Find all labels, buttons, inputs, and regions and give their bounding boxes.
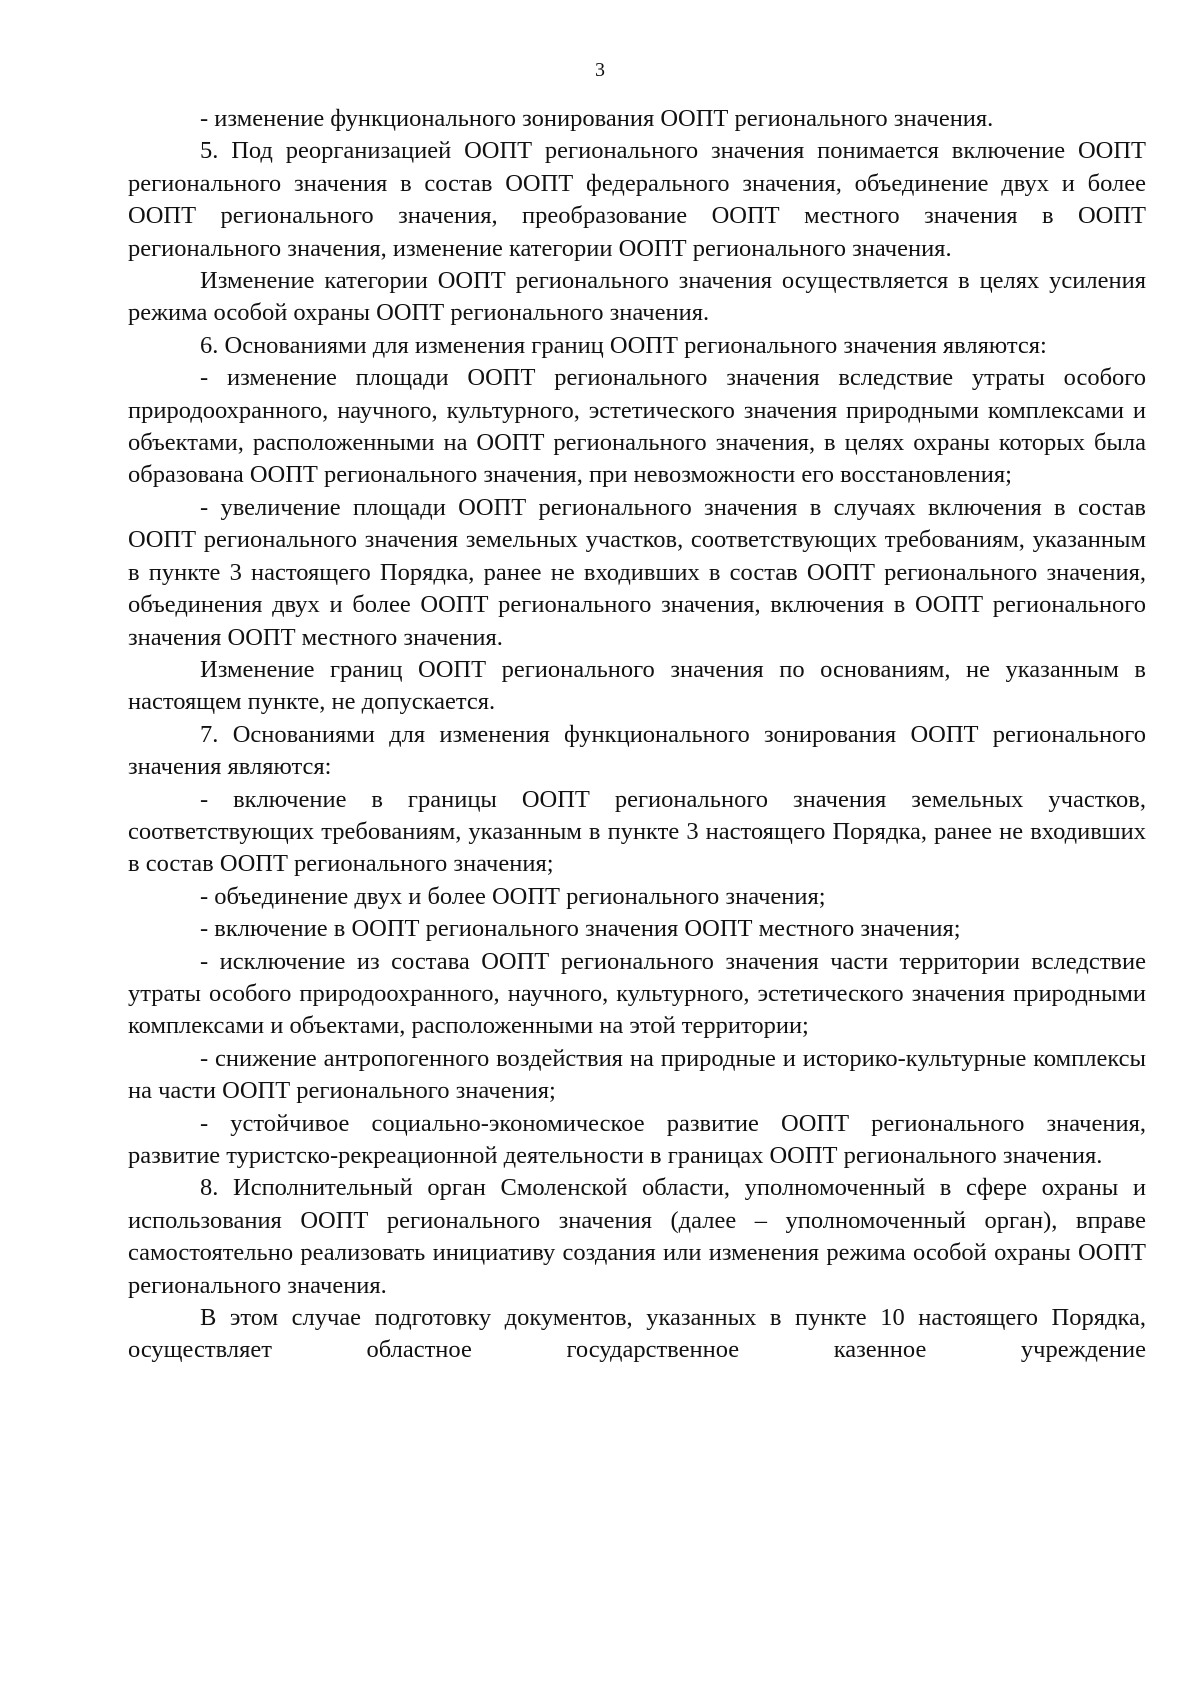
paragraph-merger: - объединение двух и более ООПТ регионального значения;	[200, 882, 826, 910]
page-number: 3	[595, 59, 605, 81]
paragraph-anthropogenic-reduction: - снижение антропогенного воздействия на природные и историко-культурные комплексы на части ООПТ регионального значения;	[128, 1044, 1146, 1105]
paragraph-land-inclusion: - включение в границы ООПТ регионального значения земельных участков, соответствующих требованиям, указанным в пункте 3 настоящего Порядка, ранее не входивших в состав ООПТ регионального значения;	[128, 785, 1146, 878]
document-body	[128, 103, 1146, 1367]
paragraph-6-boundary-grounds: 6. Основаниями для изменения границ ООПТ регионального значения являются:	[200, 331, 1047, 359]
paragraph-sustainable-development: - устойчивое социально-экономическое развитие ООПТ регионального значения, развитие туристско-рекреационной деятельности в границах ООПТ регионального значения.	[128, 1109, 1146, 1169]
paragraph-area-reduction: - изменение площади ООПТ регионального значения вследствие утраты особого природоохранного, научного, культурного, эстетического значения природными комплексами и объектами, расположенными на ООПТ регионального значения, в целях охраны которых была образована ООПТ регионального значения, при невозможности его восстановления;	[128, 364, 1146, 489]
paragraph-area-increase: - увеличение площади ООПТ регионального значения в случаях включения в состав ООПТ регионального значения земельных участков, соответствующих требованиям, указанным в пункте 3 настоящего Порядка, ранее не входивших в состав ООПТ регионального значения, объединения двух и более ООПТ регионального значения, включения в ООПТ регионального значения ООПТ местного значения.	[128, 493, 1146, 651]
paragraph-local-inclusion: - включение в ООПТ регионального значения ООПТ местного значения;	[200, 915, 961, 943]
paragraph-7-zoning-grounds: 7. Основаниями для изменения функционального зонирования ООПТ регионального значения являются:	[128, 720, 1146, 781]
paragraph-zoning-change: - изменение функционального зонирования ООПТ регионального значения.	[200, 105, 994, 132]
paragraph-category-change: Изменение категории ООПТ регионального значения осуществляется в целях усиления режима особой охраны ООПТ регионального значения.	[128, 267, 1146, 327]
paragraph-8-authorized-body: 8. Исполнительный орган Смоленской области, уполномоченный в сфере охраны и использования ООПТ регионального значения (далее – уполномоченный орган), вправе самостоятельно реализовать инициативу создания или изменения режима особой охраны ООПТ регионального значения.	[128, 1174, 1146, 1299]
paragraph-boundary-restriction: Изменение границ ООПТ регионального значения по основаниям, не указанным в настоящем пункте, не допускается.	[128, 655, 1146, 716]
paragraph-territory-exclusion: - исключение из состава ООПТ регионального значения части территории вследствие утраты особого природоохранного, научного, культурного, эстетического значения природными комплексами и объектами, расположенными на этой территории;	[128, 947, 1146, 1040]
paragraph-5-reorganization: 5. Под реорганизацией ООПТ регионального значения понимается включение ООПТ регионального значения в состав ООПТ федерального значения, объединение двух и более ООПТ регионального значения, преобразование ООПТ местного значения в ООПТ регионального значения, изменение категории ООПТ регионального значения.	[128, 137, 1146, 262]
paragraph-document-preparation: В этом случае подготовку документов, указанных в пункте 10 настоящего Порядка, осуществляет областное государственное казенное учреждение	[128, 1304, 1146, 1364]
